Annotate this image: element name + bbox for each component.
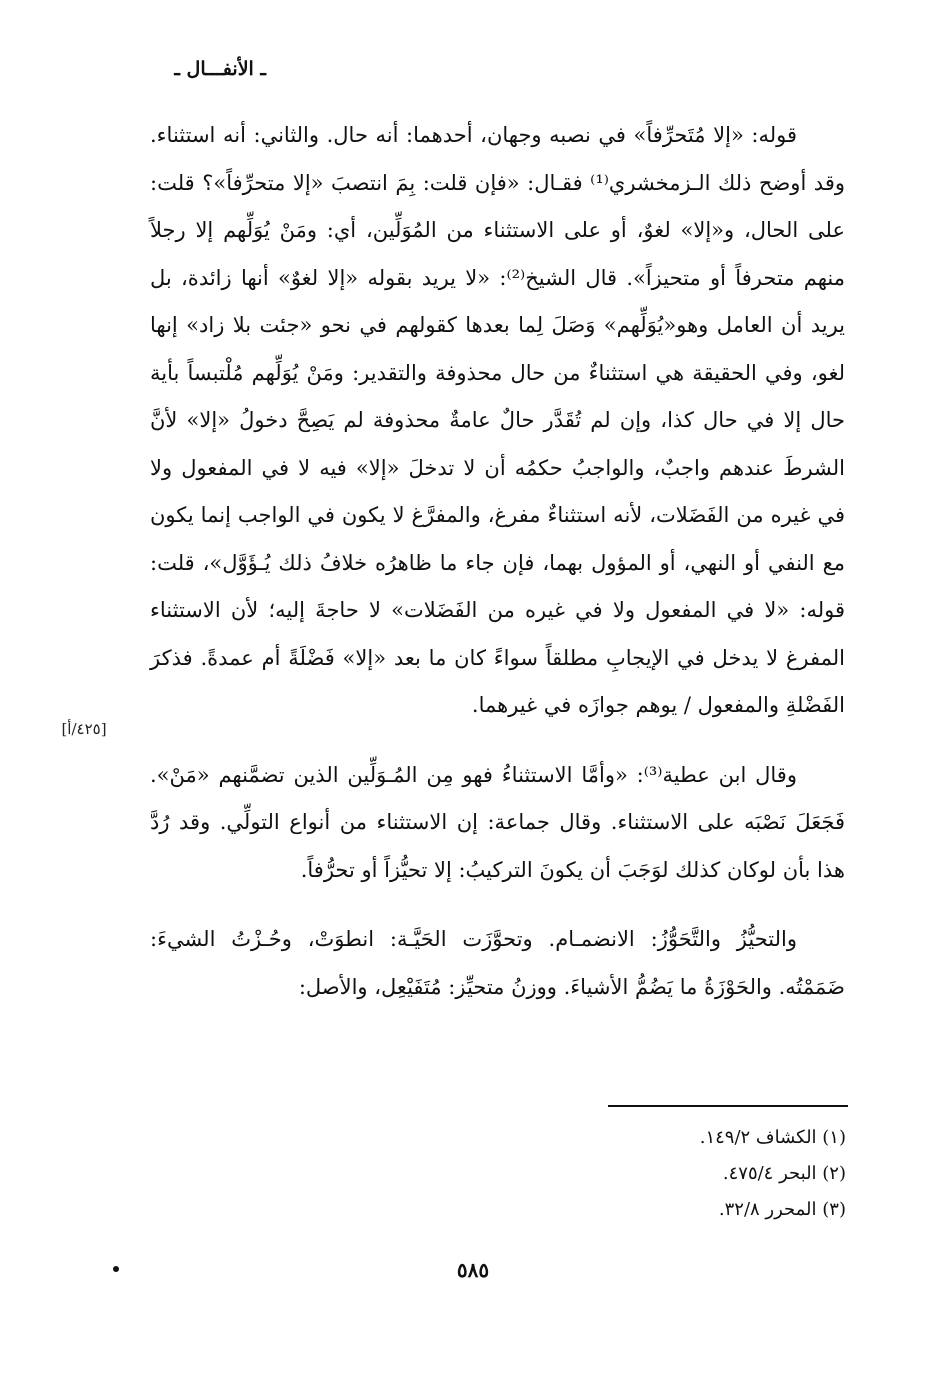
footnote-2: (٢) البحر ٤٧٥/٤.: [722, 1163, 846, 1184]
paragraph-2: وقال ابن عطية⁽³⁾: «وأمَّا الاستثناءُ فهو مِن المُـوَلِّين الذين تضمَّنهم «مَنْ». فَجَعَلَ نَصْبَه على الاستثناء. وقال جماعة: إن الاستثناء من أنواع التولِّي. وقد رُدَّ هذا بأن لوكان كذلك لوَجَبَ أن يكونَ التركيبُ: إلا تحيُّزاً أو تحرُّفاً.: [150, 762, 845, 882]
footnotes: [606, 1120, 846, 1228]
footnote-1: (١) الكشاف ١٤٩/٢.: [699, 1127, 846, 1148]
paragraph-3: والتحيُّزُ والتَّحَوُّزُ: الانضمـام. وتحوَّزَت الحَيَّـة: انطوَتْ، وحُـزْتُ الشيءَ: ضَمَمْتُه. والحَوْزَةُ ما يَضُمُّ الأشياءَ. ووزنُ متحيِّز: مُتَفَيْعِل، والأصل:: [150, 927, 845, 999]
main-text: [150, 112, 845, 1033]
page-number: ٥٨٥: [456, 1258, 490, 1282]
margin-dot: [113, 1266, 119, 1272]
paragraph-1: قوله: «إلا مُتَحرِّفاً» في نصبه وجهان، أحدهما: أنه حال. والثاني: أنه استثناء. وقد أوضح ذلك الـزمخشري⁽¹⁾ فقـال: «فإن قلت: بِمَ انتصبَ «إلا متحرِّفاً»؟ قلت: على الحال، و«إلا» لغوٌ، أو على الاستثناء من المُوَلِّين، أي: ومَنْ يُوَلِّهم إلا رجلاً منهم متحرفاً أو متحيزاً». قال الشيخ⁽²⁾: «لا يريد بقوله «إلا لغوٌ» أنها زائدة، بل يريد أن العامل وهو«يُوَلِّهم» وَصَلَ لِما بعدها كقولهم في نحو «جئت بلا زاد» إنها لغو، وفي الحقيقة هي استثناءٌ من حال محذوفة والتقدير: ومَنْ يُوَلِّهم مُلْتبساً بأية حال إلا في حال كذا، وإن لم تُقَدَّر حالٌ عامةٌ محذوفة لم يَصِحَّ دخولُ «إلا» لأنَّ الشرطَ عندهم واجبٌ، والواجبُ حكمُه أن لا تدخلَ «إلا» فيه لا في المفعول ولا في غيره من الفَضَلات، لأنه استثناءٌ مفرغ، والمفرَّغ لا يكون في الواجب إنما يكون مع النفي أو النهي، أو المؤول بهما، فإن جاء ما ظاهرُه خلافُ ذلك يُـؤَوَّل»، قلت: قوله: «لا في المفعول ولا في غيره من الفَضَلات» لا حاجةَ إليه؛ لأن الاستثناء المفرغ لا يدخل في الإيجابِ مطلقاً سواءً كان ما بعد «إلا» فَضْلَةً أم عمدةً. فذكرَ الفَضْلةِ والمفعول / يوهم جوازَه في غيرهما.: [150, 123, 845, 717]
footnote-separator: [608, 1105, 848, 1107]
running-header: ـ الأنفـــال ـ: [174, 58, 266, 80]
manuscript-folio-note: [٤٢٥/أ]: [61, 720, 107, 738]
footnote-3: (٣) المحرر ٣٢/٨.: [718, 1199, 846, 1220]
